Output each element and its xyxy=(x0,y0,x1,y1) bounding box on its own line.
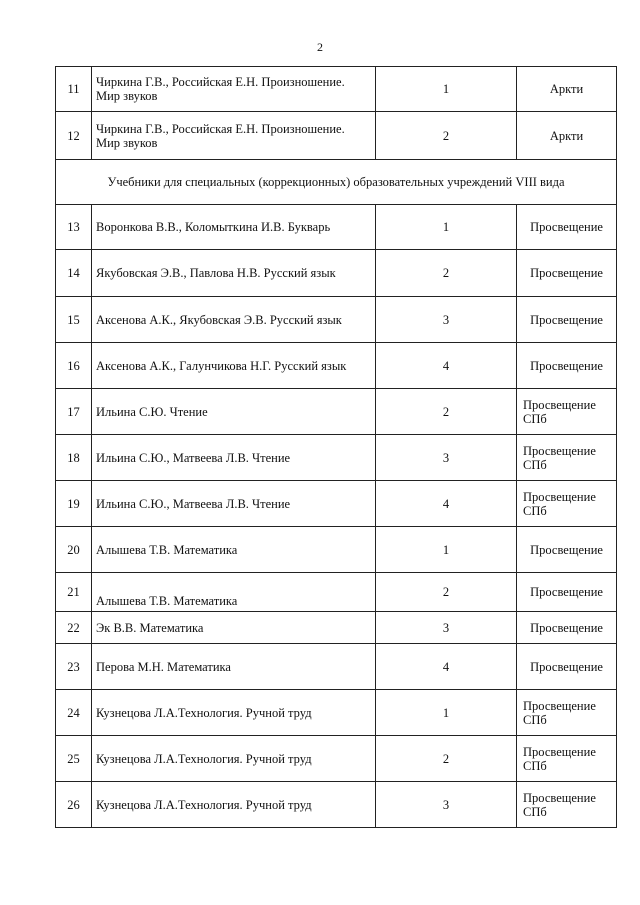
row-number: 21 xyxy=(56,573,92,612)
table-row xyxy=(56,690,617,736)
row-publisher: Просвещение xyxy=(517,343,617,389)
row-title: Ильина С.Ю., Матвеева Л.В. Чтение xyxy=(92,435,376,481)
row-number: 13 xyxy=(56,205,92,250)
row-title: Перова М.Н. Математика xyxy=(92,644,376,690)
table-row xyxy=(56,205,617,250)
table-row xyxy=(56,112,617,160)
row-publisher: Просвещение СПб xyxy=(517,435,617,481)
row-title: Чиркина Г.В., Российская Е.Н. Произношение. Мир звуков xyxy=(92,67,376,112)
row-grade: 1 xyxy=(376,67,517,112)
row-publisher: Просвещение xyxy=(517,250,617,297)
row-grade: 3 xyxy=(376,782,517,828)
table-row xyxy=(56,736,617,782)
row-number: 11 xyxy=(56,67,92,112)
textbook-table xyxy=(55,66,617,828)
row-number: 14 xyxy=(56,250,92,297)
section-title: Учебники для специальных (коррекционных) образовательных учреждений VIII вида xyxy=(56,160,617,205)
table-row xyxy=(56,435,617,481)
row-number: 26 xyxy=(56,782,92,828)
row-publisher: Просвещение СПб xyxy=(517,782,617,828)
row-grade: 1 xyxy=(376,527,517,573)
row-publisher: Аркти xyxy=(517,67,617,112)
row-title: Алышева Т.В. Математика xyxy=(92,573,376,612)
table-row xyxy=(56,343,617,389)
row-grade: 1 xyxy=(376,690,517,736)
row-grade: 3 xyxy=(376,297,517,343)
section-row xyxy=(56,160,617,205)
row-publisher: Просвещение xyxy=(517,527,617,573)
table-row xyxy=(56,250,617,297)
row-number: 12 xyxy=(56,112,92,160)
row-publisher: Просвещение СПб xyxy=(517,389,617,435)
row-number: 22 xyxy=(56,612,92,644)
row-grade: 1 xyxy=(376,205,517,250)
row-grade: 4 xyxy=(376,644,517,690)
row-grade: 2 xyxy=(376,250,517,297)
row-grade: 4 xyxy=(376,343,517,389)
row-number: 23 xyxy=(56,644,92,690)
table-row xyxy=(56,612,617,644)
row-grade: 2 xyxy=(376,573,517,612)
row-number: 17 xyxy=(56,389,92,435)
row-publisher: Просвещение xyxy=(517,297,617,343)
row-title: Алышева Т.В. Математика xyxy=(92,527,376,573)
row-publisher: Аркти xyxy=(517,112,617,160)
row-title: Ильина С.Ю. Чтение xyxy=(92,389,376,435)
row-publisher: Просвещение xyxy=(517,205,617,250)
row-publisher: Просвещение xyxy=(517,612,617,644)
row-grade: 2 xyxy=(376,736,517,782)
row-number: 18 xyxy=(56,435,92,481)
table-row xyxy=(56,481,617,527)
table-row xyxy=(56,527,617,573)
row-grade: 4 xyxy=(376,481,517,527)
row-grade: 3 xyxy=(376,435,517,481)
row-publisher: Просвещение СПб xyxy=(517,736,617,782)
row-title: Якубовская Э.В., Павлова Н.В. Русский язык xyxy=(92,250,376,297)
row-title: Аксенова А.К., Галунчикова Н.Г. Русский язык xyxy=(92,343,376,389)
row-number: 19 xyxy=(56,481,92,527)
row-title: Воронкова В.В., Коломыткина И.В. Букварь xyxy=(92,205,376,250)
row-title: Аксенова А.К., Якубовская Э.В. Русский язык xyxy=(92,297,376,343)
row-grade: 2 xyxy=(376,112,517,160)
table-row xyxy=(56,389,617,435)
row-number: 24 xyxy=(56,690,92,736)
row-publisher: Просвещение СПб xyxy=(517,481,617,527)
row-title: Кузнецова Л.А.Технология. Ручной труд xyxy=(92,782,376,828)
row-number: 20 xyxy=(56,527,92,573)
table-row xyxy=(56,573,617,612)
table-row xyxy=(56,297,617,343)
row-publisher: Просвещение xyxy=(517,644,617,690)
row-title: Кузнецова Л.А.Технология. Ручной труд xyxy=(92,690,376,736)
table-row xyxy=(56,67,617,112)
row-grade: 2 xyxy=(376,389,517,435)
row-number: 15 xyxy=(56,297,92,343)
table-row xyxy=(56,644,617,690)
row-title: Ильина С.Ю., Матвеева Л.В. Чтение xyxy=(92,481,376,527)
row-publisher: Просвещение СПб xyxy=(517,690,617,736)
row-number: 25 xyxy=(56,736,92,782)
table-row xyxy=(56,782,617,828)
row-title: Чиркина Г.В., Российская Е.Н. Произношение. Мир звуков xyxy=(92,112,376,160)
row-number: 16 xyxy=(56,343,92,389)
page-number: 2 xyxy=(317,40,323,54)
row-title: Кузнецова Л.А.Технология. Ручной труд xyxy=(92,736,376,782)
row-grade: 3 xyxy=(376,612,517,644)
row-title: Эк В.В. Математика xyxy=(92,612,376,644)
row-publisher: Просвещение xyxy=(517,573,617,612)
